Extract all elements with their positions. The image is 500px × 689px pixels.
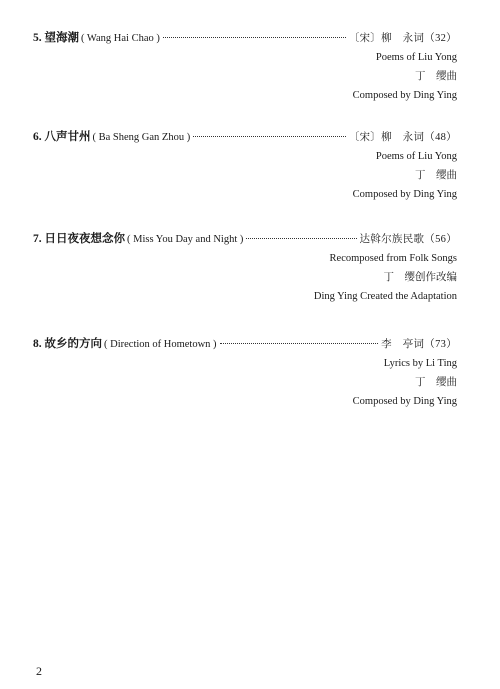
entry-credit-line: Composed by Ding Ying — [352, 189, 457, 200]
toc-entry-header — [33, 31, 457, 46]
entry-english-title: ( Direction of Hometown ) — [104, 339, 217, 350]
entry-english-title: ( Wang Hai Chao ) — [81, 33, 160, 44]
entry-credit-page: 李 亭词（73） — [381, 339, 457, 350]
entry-credit-line: Lyrics by Li Ting — [383, 358, 457, 369]
entry-credit-line: Poems of Liu Yong — [375, 151, 457, 162]
entry-number-title: 7. 日日夜夜想念你 — [33, 233, 125, 245]
entry-credit-page: 达斡尔族民歌（56） — [359, 234, 457, 245]
toc-entry-header — [33, 232, 457, 247]
entry-number-title: 5. 望海潮 — [33, 32, 79, 44]
dot-leader — [163, 36, 346, 38]
dot-leader — [220, 342, 379, 344]
entry-number-title: 6. 八声甘州 — [33, 131, 91, 143]
entry-credit-page: 〔宋〕柳 永词（32） — [348, 33, 457, 44]
toc-entry-6 — [33, 130, 457, 202]
entry-credit-line: Composed by Ding Ying — [352, 396, 457, 407]
entry-credit-line: 丁 缨创作改编 — [383, 272, 457, 283]
entry-credit-line: Composed by Ding Ying — [352, 90, 457, 101]
toc-entry-header — [33, 337, 457, 352]
entry-credit-line: 丁 缨曲 — [415, 377, 457, 388]
entry-credit-line: Ding Ying Created the Adaptation — [313, 291, 457, 302]
entry-credit-line: 丁 缨曲 — [415, 170, 457, 181]
entry-english-title: ( Ba Sheng Gan Zhou ) — [92, 132, 191, 143]
toc-entry-5 — [33, 31, 457, 103]
entry-number-title: 8. 故乡的方向 — [33, 338, 102, 350]
entry-credit-page: 〔宋〕柳 永词（48） — [348, 132, 457, 143]
entry-credit-line: Recomposed from Folk Songs — [329, 253, 457, 264]
toc-entry-header — [33, 130, 457, 145]
entry-credit-line: 丁 缨曲 — [415, 71, 457, 82]
toc-entry-7 — [33, 232, 457, 304]
entry-english-title: ( Miss You Day and Night ) — [127, 234, 244, 245]
entry-credit-line: Poems of Liu Yong — [375, 52, 457, 63]
dot-leader — [246, 237, 356, 239]
page-number: 2 — [36, 664, 42, 678]
toc-entry-8 — [33, 337, 457, 409]
dot-leader — [193, 135, 345, 137]
